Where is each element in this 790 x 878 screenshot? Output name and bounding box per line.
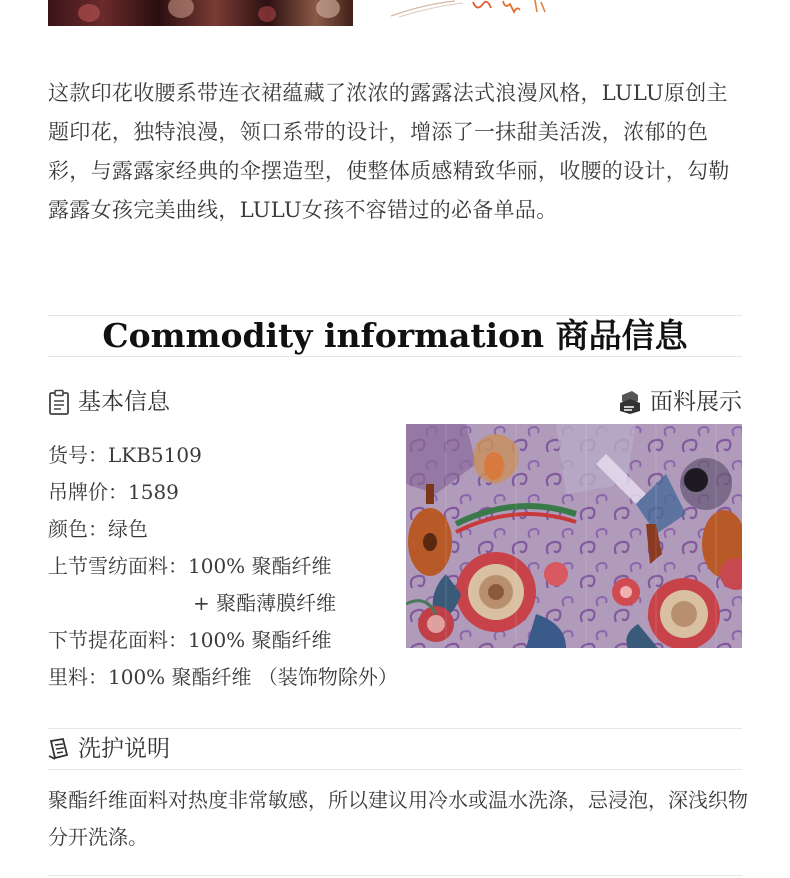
care-heading-label: 洗护说明 <box>78 736 170 762</box>
care-divider-end <box>48 875 742 876</box>
care-divider-bottom <box>48 769 742 770</box>
basic-info-heading-label: 基本信息 <box>78 389 170 415</box>
basic-info-list <box>48 437 398 696</box>
decorative-brush-graphic <box>385 0 560 18</box>
product-description: 这款印花收腰系带连衣裙蕴藏了浓浓的露露法式浪漫风格，LULU原创主题印花，独特浪漫，领口系带的设计，增添了一抹甜美活泼，浓郁的色彩，与露露家经典的伞摆造型，使整体质感精致华丽，收腰的设计，勾勒露露女孩完美曲线，LULU女孩不容错过的必备单品。 <box>48 81 730 222</box>
info-item-color: 颜色：绿色 <box>48 517 148 541</box>
fabric-heading-label: 面料展示 <box>650 389 742 415</box>
care-divider-top <box>48 728 742 729</box>
info-item-upper-fabric: 上节雪纺面料：100% 聚酯纤维 <box>48 554 332 578</box>
care-heading <box>48 734 170 764</box>
info-item-upper-fabric-extra: + 聚酯薄膜纤维 <box>193 591 337 615</box>
fabric-swatch-image <box>406 424 742 648</box>
info-item-lower-fabric: 下节提花面料：100% 聚酯纤维 <box>48 628 332 652</box>
info-item-sku: 货号：LKB5109 <box>48 443 202 467</box>
fabric-heading <box>618 387 742 417</box>
clipboard-icon <box>48 389 70 415</box>
fabric-swatch-icon <box>618 389 642 415</box>
care-label-icon <box>48 738 70 760</box>
care-instructions: 聚酯纤维面料对热度非常敏感，所以建议用冷水或温水洗涤，忌浸泡，深浅织物分开洗涤。 <box>48 788 748 849</box>
section-title: Commodity information 商品信息 <box>102 316 688 355</box>
product-photo-cropped <box>48 0 353 26</box>
divider-bottom <box>48 356 742 357</box>
info-item-lining: 里料：100% 聚酯纤维 （装饰物除外） <box>48 665 398 689</box>
info-item-price: 吊牌价：1589 <box>48 480 179 504</box>
basic-info-heading <box>48 387 170 417</box>
